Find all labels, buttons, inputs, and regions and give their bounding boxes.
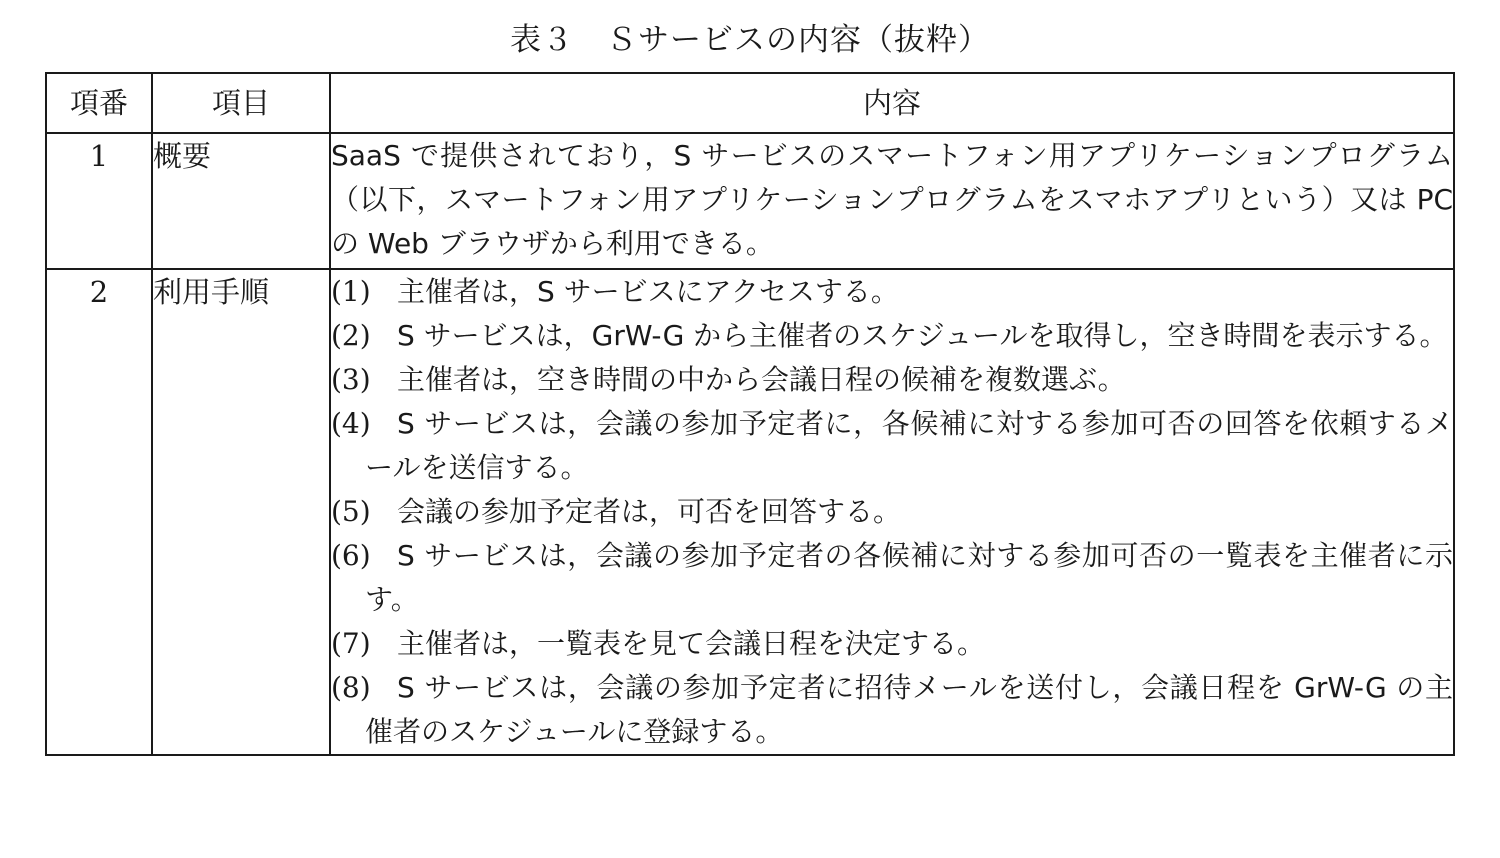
procedure-step — [331, 534, 1453, 622]
step-number: (3) — [331, 363, 371, 396]
service-content-table — [45, 72, 1455, 756]
step-number: (1) — [331, 275, 371, 308]
procedure-step — [331, 402, 1453, 490]
row-2-item: 利用手順 — [152, 269, 330, 755]
step-number: (6) — [331, 539, 371, 572]
header-no: 項番 — [46, 73, 152, 133]
step-text: S サービスは，会議の参加予定者の各候補に対する参加可否の一覧表を主催者に示す。 — [365, 539, 1453, 616]
step-text: S サービスは，GrW-G から主催者のスケジュールを取得し，空き時間を表示する。 — [397, 319, 1448, 352]
step-number: (8) — [331, 671, 371, 704]
step-number: (2) — [331, 319, 371, 352]
table-caption: 表３ Ｓサービスの内容（抜粋） — [510, 22, 990, 58]
step-text: 会議の参加予定者は，可否を回答する。 — [397, 495, 902, 528]
procedure-step — [331, 358, 1453, 402]
row-2-content — [330, 269, 1454, 755]
procedure-step — [331, 666, 1453, 754]
step-text: S サービスは，会議の参加予定者に，各候補に対する参加可否の回答を依頼するメールを送信する。 — [365, 407, 1453, 484]
procedure-step — [331, 314, 1453, 358]
row-1-content: SaaS で提供されており，S サービスのスマートフォン用アプリケーションプログラム（以下，スマートフォン用アプリケーションプログラムをスマホアプリという）又は PC の Web ブラウザから利用できる。 — [330, 133, 1454, 269]
table-row-overview — [46, 133, 1454, 269]
step-number: (4) — [331, 407, 371, 440]
step-number: (5) — [331, 495, 371, 528]
procedure-step — [331, 270, 1453, 314]
row-1-item: 概要 — [152, 133, 330, 269]
table-header-row — [46, 73, 1454, 133]
header-content: 内容 — [330, 73, 1454, 133]
step-text: 主催者は，空き時間の中から会議日程の候補を複数選ぶ。 — [397, 363, 1126, 396]
procedure-steps-list — [331, 270, 1453, 754]
row-2-no: 2 — [46, 269, 152, 755]
procedure-step — [331, 490, 1453, 534]
row-1-no: 1 — [46, 133, 152, 269]
header-item: 項目 — [152, 73, 330, 133]
step-text: 主催者は，一覧表を見て会議日程を決定する。 — [397, 627, 986, 660]
step-number: (7) — [331, 627, 371, 660]
table-row-procedure — [46, 269, 1454, 755]
procedure-step — [331, 622, 1453, 666]
step-text: 主催者は，S サービスにアクセスする。 — [397, 275, 899, 308]
step-text: S サービスは，会議の参加予定者に招待メールを送付し，会議日程を GrW-G の主催者のスケジュールに登録する。 — [365, 671, 1453, 748]
